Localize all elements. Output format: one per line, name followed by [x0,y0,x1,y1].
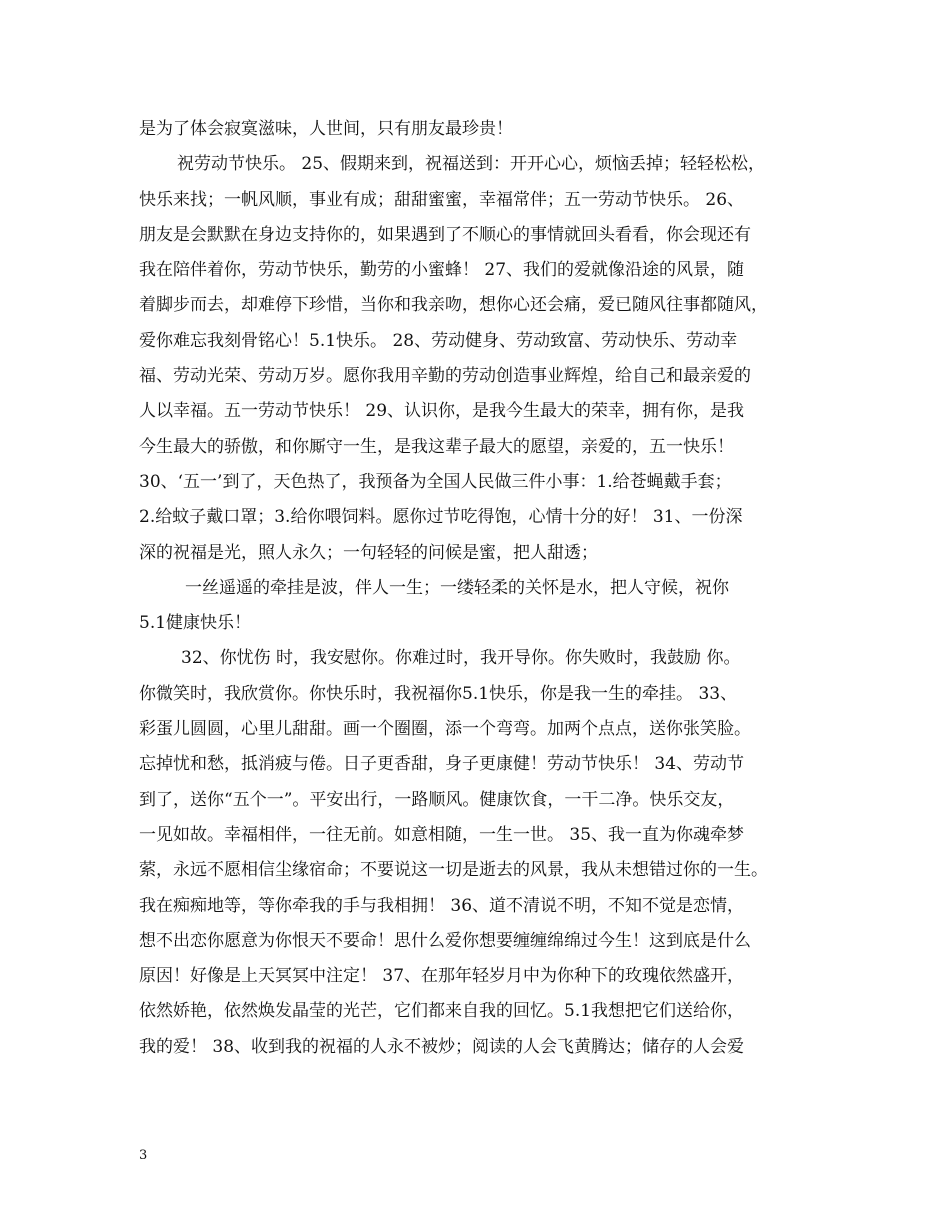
text-line: 一见如故。幸福相伴，一往无前。如意相随，一生一世。 35、我一直为你魂牵梦 [139,824,745,845]
text-line: 依然娇艳，依然焕发晶莹的光芒，它们都来自我的回忆。5.1我想把它们送给你， [139,1001,745,1022]
text-line: 原因！好像是上天冥冥中注定！ 37、在那年轻岁月中为你种下的玫瑰依然盛开， [139,966,745,987]
text-line: 朋友是会默默在身边支持你的，如果遇到了不顺心的事情就回头看看，你会现还有 [139,224,751,245]
text-line: 我的爱！ 38、收到我的祝福的人永不被炒；阅读的人会飞黄腾达；储存的人会爱 [139,1036,745,1057]
body-text [139,112,829,1065]
text-line: 萦，永远不愿相信尘缘宿命；不要说这一切是逝去的风景，我从未想错过你的一生。 [139,860,768,881]
text-line: 快乐来找；一帆风顺，事业有成；甜甜蜜蜜，幸福常伴；五一劳动节快乐。 26、 [139,189,745,210]
text-line: 着脚步而去，却难停下珍惜，当你和我亲吻，想你心还会痛，爱已随风往事都随风， [139,295,768,316]
text-line: 深的祝福是光，照人永久；一句轻轻的问候是蜜，把人甜透； [139,542,598,563]
text-line: 祝劳动节快乐。 25、假期来到，祝福送到：开开心心，烦恼丢掉；轻轻松松， [177,154,766,175]
text-line: 我在痴痴地等，等你牵我的手与我相拥！ 36、道不清说不明，不知不觉是恋情， [139,895,745,916]
text-line: 32、你忧伤 时，我安慰你。你难过时，我开导你。你失败时，我鼓励 你。 [181,648,741,669]
text-line: 2.给蚊子戴口罩；3.给你喂饲料。愿你过节吃得饱，心情十分的好！ 31、一份深 [139,507,743,528]
text-line: 忘掉忧和愁，抵消疲与倦。日子更香甜，身子更康健！劳动节快乐！ 34、劳动节 [139,754,745,775]
text-line: 你微笑时，我欣赏你。你快乐时，我祝福你5.1快乐，你是我一生的牵挂。 33、 [139,683,738,704]
text-line: 福、劳动光荣、劳动万岁。愿你我用辛勤的劳动创造事业辉煌，给自己和最亲爱的 [139,366,751,387]
text-line: 30、‘五一’到了，天色热了，我预备为全国人民做三件小事：1.给苍蝇戴手套； [139,471,732,492]
text-line: 今生最大的骄傲，和你厮守一生，是我这辈子最大的愿望，亲爱的，五一快乐！ [139,436,734,457]
text-line: 人以幸福。五一劳动节快乐！ 29、认识你，是我今生最大的荣幸，拥有你，是我 [139,401,745,422]
page-number: 3 [139,1148,148,1163]
text-line: 是为了体会寂寞滋味，人世间，只有朋友最珍贵！ [139,119,513,139]
text-line: 一丝遥遥的牵挂是波，伴人一生；一缕轻柔的关怀是水，把人守候，祝你 [185,577,729,598]
text-line: 到了，送你“五个一”。平安出行，一路顺风。健康饮食，一干二净。快乐交友， [139,789,735,810]
text-line: 我在陪伴着你，劳动节快乐，勤劳的小蜜蜂！ 27、我们的爱就像沿途的风景，随 [139,260,745,281]
text-line: 彩蛋儿圆圆，心里儿甜甜。画一个圈圈，添一个弯弯。加两个点点，送你张笑脸。 [139,719,751,740]
text-line: 5.1健康快乐！ [139,613,252,634]
text-line: 爱你难忘我刻骨铭心！5.1快乐。 28、劳动健身、劳动致富、劳动快乐、劳动幸 [139,330,738,351]
text-line: 想不出恋你愿意为你恨天不要命！思什么爱你想要缠缠绵绵过今生！这到底是什么 [139,930,751,951]
